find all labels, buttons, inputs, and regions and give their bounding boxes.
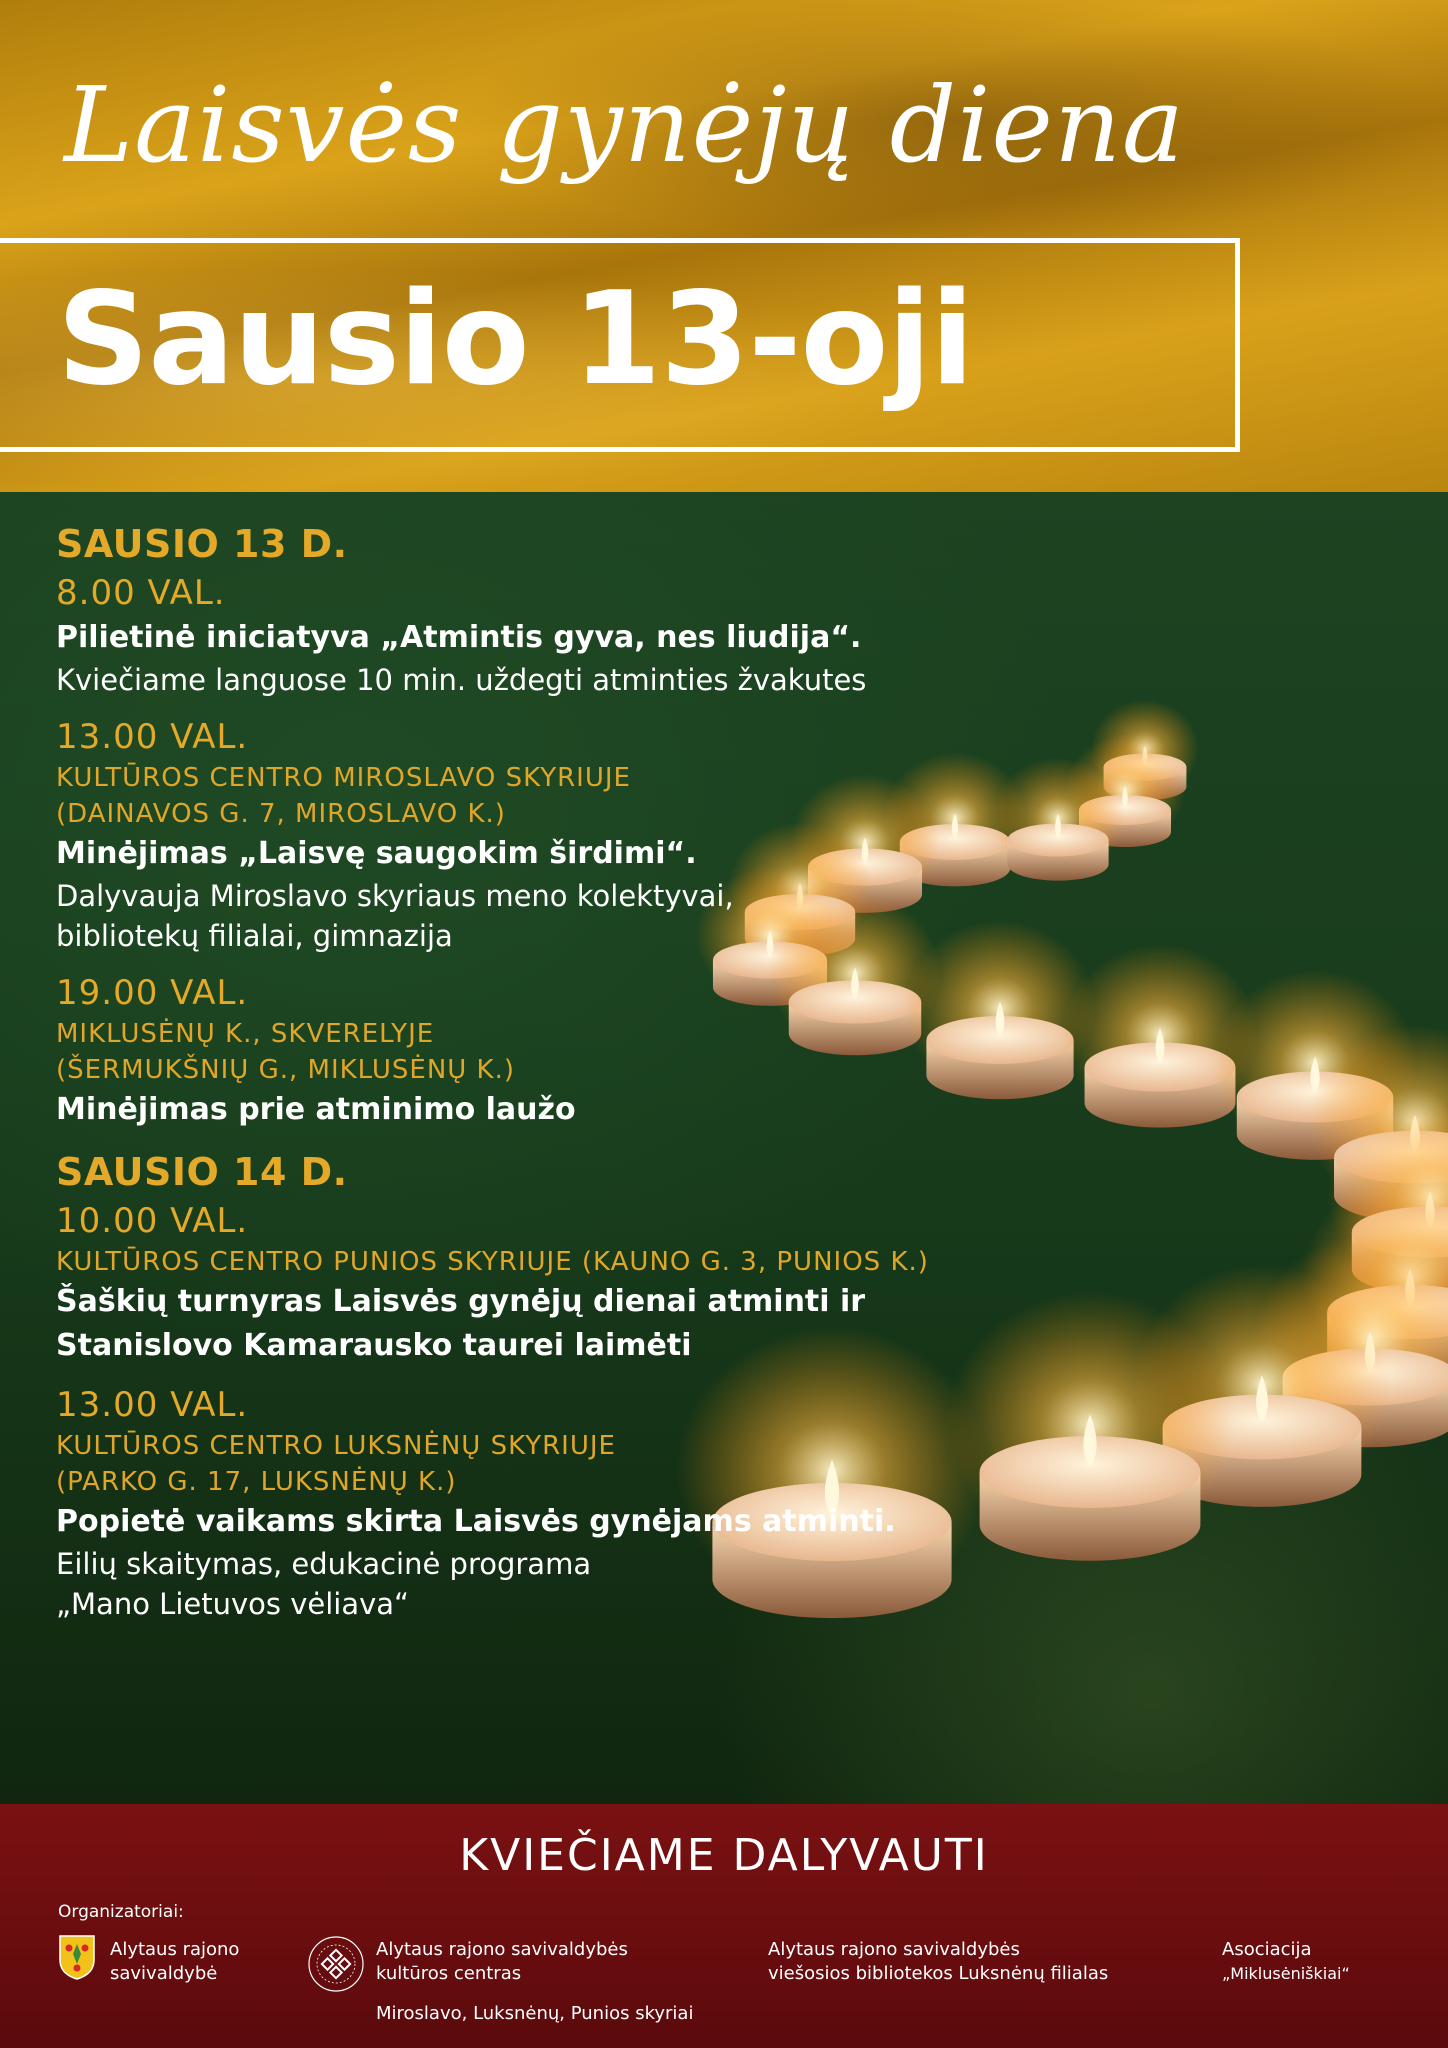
event-time: 13.00 VAL. [56,717,249,757]
organizers-label: Organizatoriai: [58,1902,184,1922]
event-description: Eilių skaitymas, edukacinė programa [56,1547,592,1581]
event-time: 13.00 VAL. [56,1385,249,1425]
event-place: KULTŪROS CENTRO LUKSNĖNŲ SKYRIUJE [56,1431,616,1461]
event-time: 19.00 VAL. [56,973,249,1013]
organizer-name: savivaldybė [110,1963,218,1984]
event-place: MIKLUSĖNŲ K., SKVERELYJE [56,1019,435,1049]
event-description: Dalyvauja Miroslavo skyriaus meno kolektyvai, [56,879,734,913]
event-place: KULTŪROS CENTRO PUNIOS SKYRIUJE (KAUNO G. 3, PUNIOS K.) [56,1247,929,1277]
event-title: Šaškių turnyras Laisvės gynėjų dienai atminti ir [56,1284,866,1319]
event-title: Popietė vaikams skirta Laisvės gynėjams atminti. [56,1504,896,1539]
organizer-name: Alytaus rajono savivaldybės [768,1939,1020,1960]
event-description: bibliotekų filialai, gimnazija [56,919,453,953]
program-section [0,492,1448,1804]
event-place: KULTŪROS CENTRO MIROSLAVO SKYRIUJE [56,763,631,793]
organizer-name: Alytaus rajono [110,1939,240,1960]
date-heading: Sausio 13-oji [57,265,974,414]
event-item [56,1198,1096,1368]
organizer-name: „Miklusėniškiai“ [1222,1964,1350,1983]
event-program [56,518,1096,1638]
day-heading: SAUSIO 13 D. [56,522,348,566]
event-item [56,1382,1096,1624]
day-heading: SAUSIO 14 D. [56,1150,348,1194]
event-time: 10.00 VAL. [56,1201,249,1241]
day-block [56,1146,1096,1624]
event-description: „Mano Lietuvos vėliava“ [56,1587,410,1621]
event-title: Pilietinė iniciatyva „Atmintis gyva, nes liudija“. [56,620,862,655]
event-time: 8.00 VAL. [56,573,226,613]
event-address: (PARKO G. 17, LUKSNĖNŲ K.) [56,1467,457,1497]
event-item [56,714,1096,956]
page-title: Laisvės gynėjų diena [64,64,1185,186]
organizer-name: viešosios bibliotekos Luksnėnų filialas [768,1963,1109,1984]
header-banner [0,0,1448,492]
event-description: Kviečiame languose 10 min. uždegti atminties žvakutes [56,663,867,697]
event-item [56,970,1096,1132]
organizer-name: Alytaus rajono savivaldybės [376,1939,628,1960]
organizer-name: kultūros centras [376,1963,522,1984]
day-block [56,518,1096,1132]
event-title: Minėjimas prie atminimo laužo [56,1092,576,1127]
event-item [56,570,1096,700]
organizer-name: Asociacija [1222,1939,1312,1960]
organizer-subtitle: Miroslavo, Luksnėnų, Punios skyriai [376,2003,694,2024]
footer [0,1804,1448,2048]
event-title: Stanislovo Kamarausko taurei laimėti [56,1328,692,1363]
event-title: Minėjimas „Laisvę saugokim širdimi“. [56,836,697,871]
kulturos-centras-logo [306,1934,366,1994]
invitation-text: KVIEČIAME DALYVAUTI [459,1830,989,1881]
date-frame [0,238,1240,452]
event-address: (DAINAVOS G. 7, MIROSLAVO K.) [56,799,506,829]
event-address: (ŠERMUKŠNIŲ G., MIKLUSĖNŲ K.) [56,1055,516,1085]
coat-of-arms-icon [58,1934,96,1980]
